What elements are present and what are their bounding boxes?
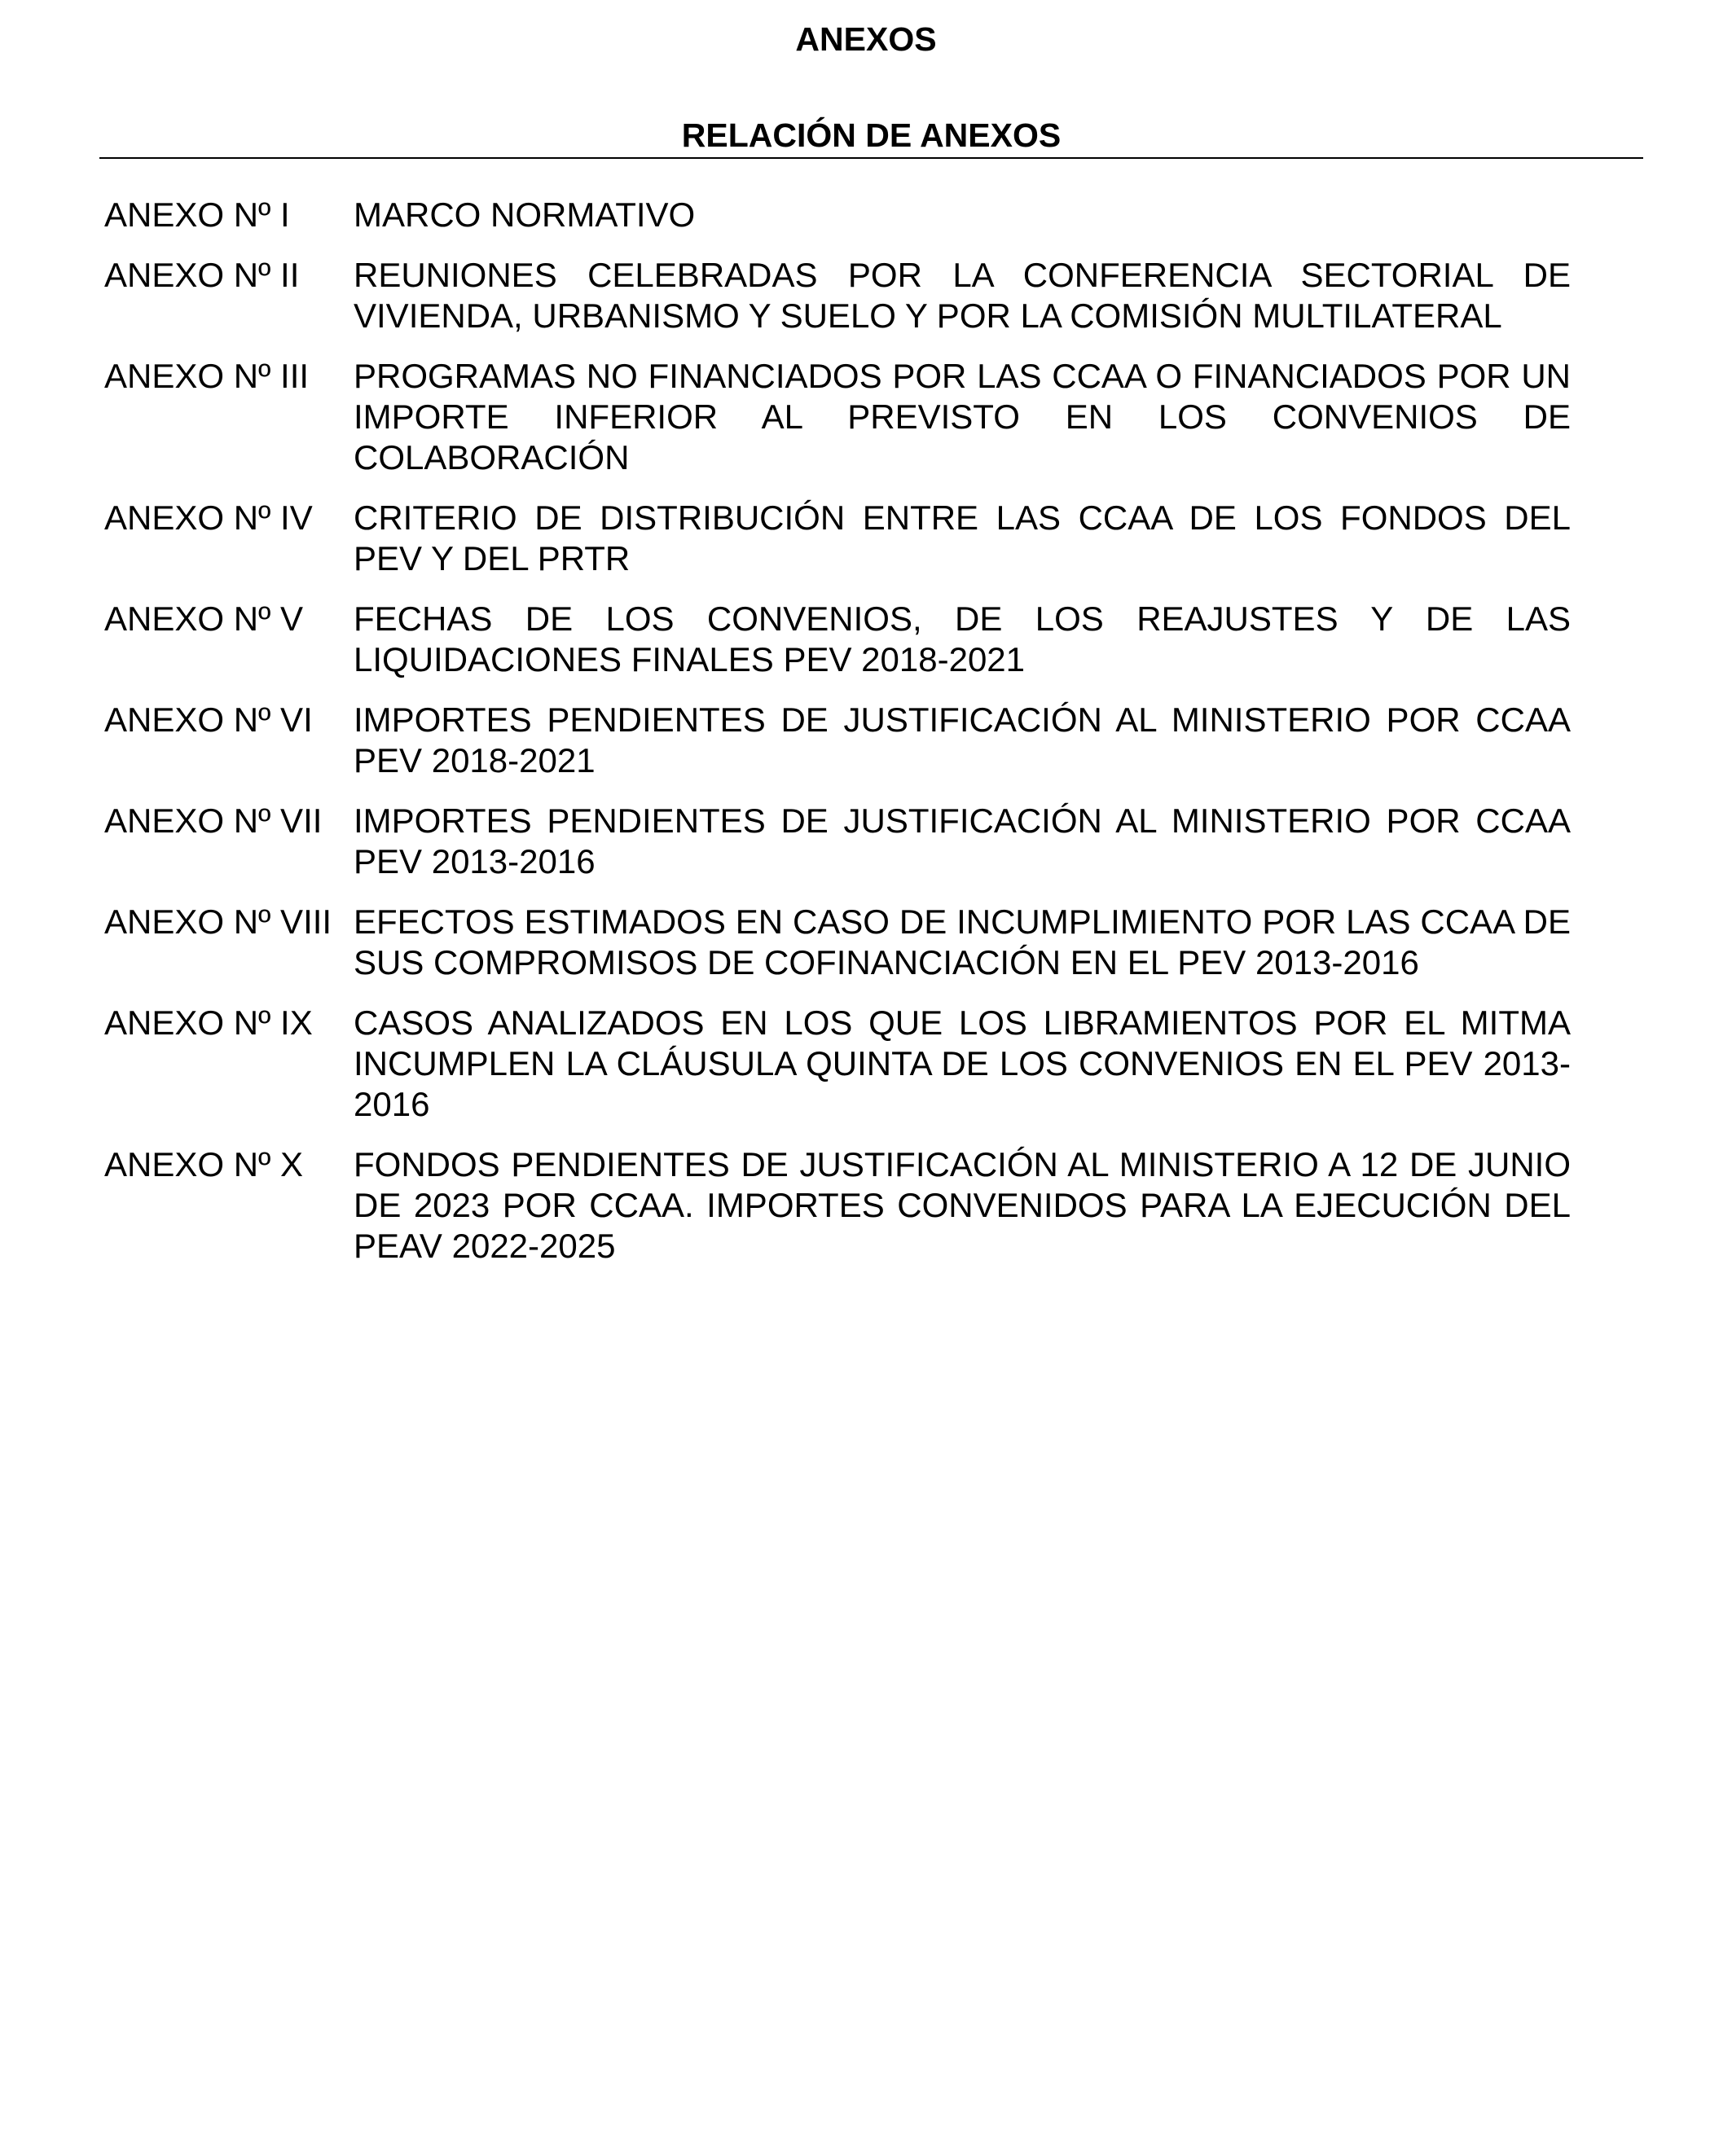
annex-description: CRITERIO DE DISTRIBUCIÓN ENTRE LAS CCAA DE LOS FONDOS DEL PEV Y DEL PRTR bbox=[354, 498, 1571, 577]
annex-label: ANEXO Nº II bbox=[104, 256, 300, 294]
annex-item bbox=[104, 801, 1571, 882]
annex-label: ANEXO Nº IX bbox=[104, 1003, 313, 1042]
section-title: RELACIÓN DE ANEXOS bbox=[681, 116, 1062, 154]
annex-description: MARCO NORMATIVO bbox=[354, 195, 696, 234]
annex-label: ANEXO Nº VII bbox=[104, 801, 323, 840]
annex-item bbox=[104, 1003, 1571, 1125]
annex-label: ANEXO Nº IV bbox=[104, 498, 313, 537]
annex-item bbox=[104, 498, 1571, 579]
annex-item bbox=[104, 195, 1571, 235]
annex-description: FONDOS PENDIENTES DE JUSTIFICACIÓN AL MINISTERIO A 12 DE JUNIO DE 2023 POR CCAA. IMPORTES CONVENIDOS PARA LA EJECUCIÓN DEL PEAV 2022-2025 bbox=[354, 1145, 1571, 1265]
annex-label: ANEXO Nº VI bbox=[104, 700, 313, 739]
annex-item bbox=[104, 1144, 1571, 1267]
annex-description: IMPORTES PENDIENTES DE JUSTIFICACIÓN AL MINISTERIO POR CCAA PEV 2018-2021 bbox=[354, 700, 1571, 779]
annex-list bbox=[104, 195, 1571, 1286]
annex-item bbox=[104, 700, 1571, 781]
annex-label: ANEXO Nº III bbox=[104, 357, 310, 395]
annex-label: ANEXO Nº V bbox=[104, 599, 304, 638]
annex-label: ANEXO Nº I bbox=[104, 195, 290, 234]
annex-description: EFECTOS ESTIMADOS EN CASO DE INCUMPLIMIENTO POR LAS CCAA DE SUS COMPROMISOS DE COFINANCIACIÓN EN EL PEV 2013-2016 bbox=[354, 902, 1571, 981]
annex-item bbox=[104, 902, 1571, 983]
annex-description: FECHAS DE LOS CONVENIOS, DE LOS REAJUSTES Y DE LAS LIQUIDACIONES FINALES PEV 2018-2021 bbox=[354, 599, 1571, 678]
annex-item bbox=[104, 356, 1571, 478]
page-title: ANEXOS bbox=[795, 20, 937, 58]
annex-description: REUNIONES CELEBRADAS POR LA CONFERENCIA SECTORIAL DE VIVIENDA, URBANISMO Y SUELO Y POR LA COMISIÓN MULTILATERAL bbox=[354, 256, 1571, 335]
annex-description: IMPORTES PENDIENTES DE JUSTIFICACIÓN AL MINISTERIO POR CCAA PEV 2013-2016 bbox=[354, 801, 1571, 880]
annex-label: ANEXO Nº X bbox=[104, 1145, 304, 1183]
annex-item bbox=[104, 255, 1571, 336]
annex-label: ANEXO Nº VIII bbox=[104, 902, 332, 941]
annex-description: PROGRAMAS NO FINANCIADOS POR LAS CCAA O FINANCIADOS POR UN IMPORTE INFERIOR AL PREVISTO EN LOS CONVENIOS DE COLABORACIÓN bbox=[354, 357, 1571, 476]
annex-item bbox=[104, 599, 1571, 680]
title-divider bbox=[99, 157, 1643, 159]
annex-description: CASOS ANALIZADOS EN LOS QUE LOS LIBRAMIENTOS POR EL MITMA INCUMPLEN LA CLÁUSULA QUINTA DE LOS CONVENIOS EN EL PEV 2013-2016 bbox=[354, 1003, 1571, 1123]
